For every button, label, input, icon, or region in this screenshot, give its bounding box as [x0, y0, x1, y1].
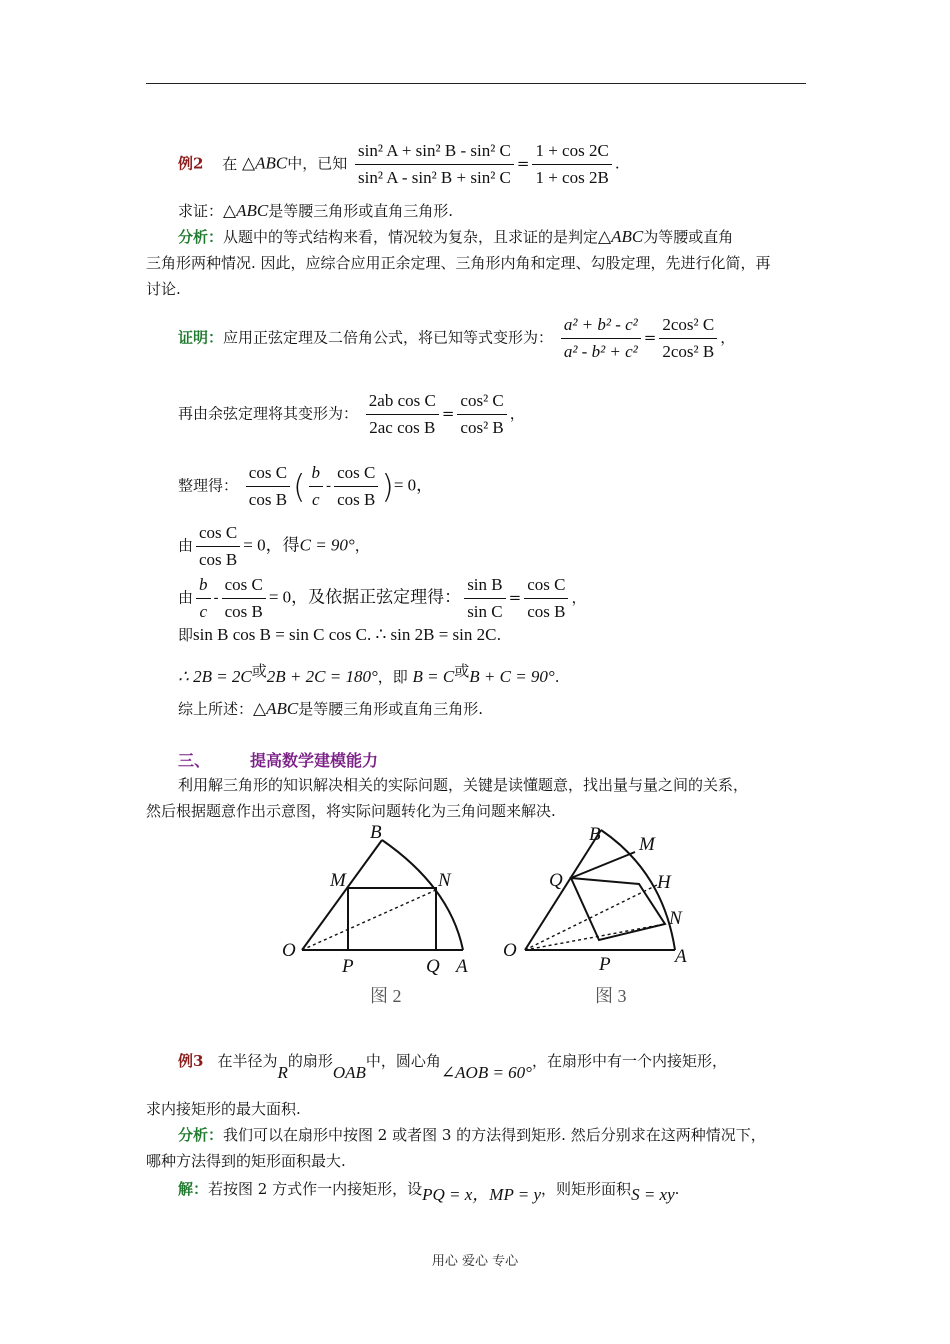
fig3-label-h: H	[657, 872, 671, 893]
fig2-label-p: P	[342, 956, 354, 977]
solution-line: 解：若按图 2 方式作一内接矩形，设PQ = x，MP = y，则矩形面积S = xy.	[178, 1180, 680, 1204]
proof-step-3: 整理得： $\frac{\text{cos C}}{\text{cos B}}$ ( $\frac{b}{c}$ - $\frac{\text{cos C}}{\text{cos B}}$ )= 0，	[178, 463, 434, 509]
proof-step-1: 证明：应用正弦定理及二倍角公式，将已知等式变形为： $\frac{\text{a² + b² - c²}}{\text{a² - b² + c²}}$ = $\frac{\text{2cos² C}}{\text{2cos² B}}$ ，	[178, 315, 736, 361]
fig3-label-o: O	[503, 940, 517, 961]
page-footer: 用心 爱心 专心	[431, 1254, 519, 1269]
fig3-label-p: P	[599, 954, 611, 975]
fig3-label-b: B	[589, 824, 601, 845]
given-fraction-right: $\frac{1 + \cos 2C}{1 + \cos 2B}$	[532, 140, 611, 189]
example-label: 例2	[178, 154, 204, 173]
fig2-label-q: Q	[426, 956, 440, 977]
example-2-statement: 例2 在 △ABC中，已知 $\frac{\text{sin² A + sin² B - sin² C}}{\text{sin² A - sin² B + sin² C}}$ = $\frac{1 + \cos 2C}{1 + \cos 2B}$ .	[178, 141, 620, 187]
given-fraction-left: $\frac{\text{sin² A + sin² B - sin² C}}{\text{sin² A - sin² B + sin² C}}$	[355, 140, 514, 189]
figure-3	[495, 822, 695, 1008]
fig2-label-m: M	[330, 870, 346, 891]
proof-step-2: 再由余弦定理将其变形为： $\frac{\text{2ab cos C}}{\text{2ac cos B}}$ = $\frac{\text{cos² C}}{\text{cos² B}}$ ，	[178, 391, 525, 437]
proof-step-7: ∴ 2B = 2C或2B + 2C = 180°，即 B = C或B + C = 90°.	[178, 662, 560, 686]
proof-step-6: 即sin B cos B = sin C cos C. ∴ sin 2B = sin 2C.	[178, 625, 502, 644]
fig3-label-n: N	[669, 908, 682, 929]
proof-step-5: 由 $\frac{b}{c}$ - $\frac{\text{cos C}}{\text{cos B}}$ = 0，及依据正弦定理得： $\frac{\text{sin B}}{\text{sin C}}$ = $\frac{\text{cos C}}{\text{cos B}}$ ，	[178, 575, 587, 621]
fig3-caption: 图 3	[595, 986, 627, 1006]
fig2-label-n: N	[438, 870, 451, 891]
analysis-line-2: 三角形两种情况. 因此，应综合应用正余定理、三角形内角和定理、勾股定理，先进行化简，再	[146, 254, 771, 272]
example-3-line-2: 求内接矩形的最大面积.	[146, 1100, 301, 1118]
fig2-label-a: A	[456, 956, 468, 977]
para-line-2: 然后根据题意作出示意图，将实际问题转化为三角问题来解决.	[146, 802, 556, 820]
analysis2-line-2: 哪种方法得到的矩形面积最大.	[146, 1152, 346, 1170]
fig2-caption: 图 2	[370, 986, 402, 1006]
fig2-label-o: O	[282, 940, 296, 961]
fig3-label-q: Q	[549, 870, 563, 891]
example-3-statement: 例3 在半径为R的扇形OAB中，圆心角∠AOB = 60°，在扇形中有一个内接矩形，	[178, 1052, 727, 1082]
para-line-1: 利用解三角形的知识解决相关的实际问题，关键是读懂题意，找出量与量之间的关系，	[178, 776, 749, 794]
header-rule	[146, 83, 806, 84]
analysis-line-1: 分析：从题中的等式结构来看，情况较为复杂，且求证的是判定△ABC为等腰或直角	[178, 227, 734, 246]
analysis2-line-1: 分析：我们可以在扇形中按图 2 或者图 3 的方法得到矩形. 然后分别求在这两种情况下，	[178, 1126, 766, 1144]
proof-step-4: 由 $\frac{\text{cos C}}{\text{cos B}}$ = 0，得C = 90°，	[178, 523, 370, 569]
fig3-label-a: A	[675, 946, 687, 967]
figure-2	[270, 822, 485, 1008]
fig2-label-b: B	[370, 822, 382, 843]
fig3-label-m: M	[639, 834, 655, 855]
conclusion: 综上所述：△ABC是等腰三角形或直角三角形.	[178, 699, 483, 718]
section-heading: 三、 提高数学建模能力	[178, 751, 379, 770]
prove-statement: 求证：△ABC是等腰三角形或直角三角形.	[178, 201, 453, 220]
analysis-line-3: 讨论.	[146, 280, 181, 298]
